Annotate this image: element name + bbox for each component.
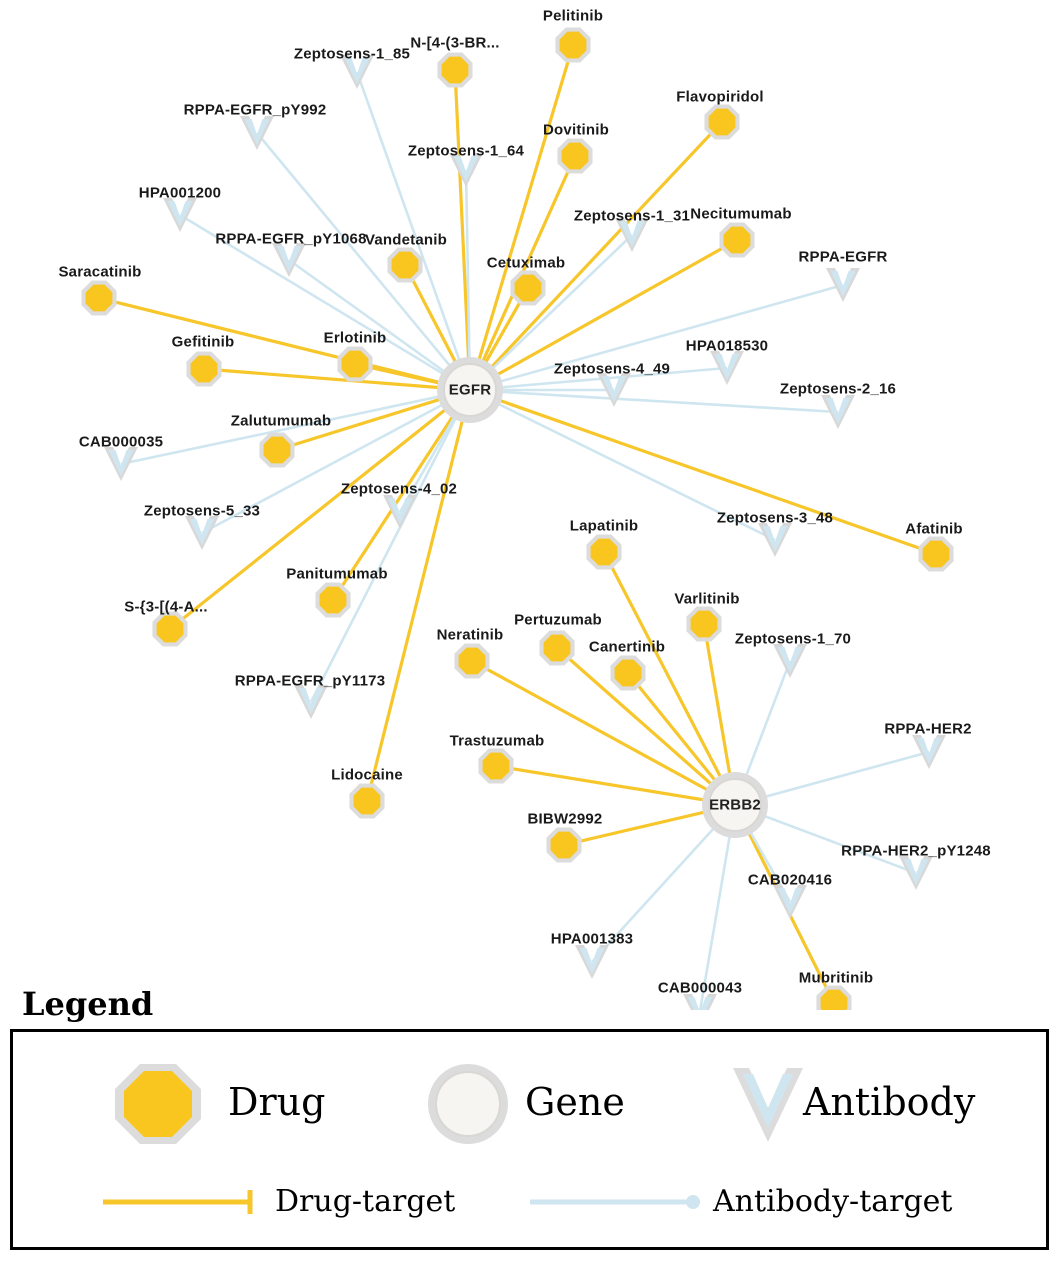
drug-node-label: Pertuzumab (514, 611, 602, 629)
drug-target-edge (470, 390, 936, 554)
drug-node-label: Erlotinib (323, 329, 387, 347)
drug-node-label: Neratinib (436, 626, 504, 644)
drug-node[interactable] (264, 437, 291, 464)
drug-node-label: N-[4-(3-BR... (410, 34, 500, 52)
drug-node-label: S-{3-[(4-A... (124, 598, 208, 616)
drug-node-label: Pelitinib (542, 7, 604, 25)
antibody-node-label: RPPA-EGFR (798, 248, 888, 266)
drug-node[interactable] (191, 356, 218, 383)
drug-node-label: Canertinib (588, 638, 666, 656)
gene-node-label: EGFR (448, 381, 492, 399)
antibody-node-label: RPPA-EGFR_pY992 (183, 101, 327, 119)
legend-box (10, 1029, 1049, 1250)
drug-node[interactable] (551, 832, 578, 859)
drug-node[interactable] (392, 252, 419, 279)
legend-antibody-target-edge-icon (525, 1182, 705, 1222)
drug-node-label: BIBW2992 (527, 810, 603, 828)
antibody-node-label: RPPA-EGFR_pY1068 (215, 230, 367, 248)
gene-node-label: ERBB2 (709, 796, 761, 814)
drug-node-label: Lidocaine (331, 766, 403, 784)
drug-node[interactable] (560, 32, 587, 59)
drug-node-label: Saracatinib (58, 263, 142, 281)
drug-node[interactable] (483, 753, 510, 780)
antibody-node-label: RPPA-EGFR_pY1173 (234, 672, 386, 690)
antibody-node-label: Zeptosens-1_64 (407, 142, 525, 160)
drug-node-label: Zalutumumab (230, 412, 332, 430)
drug-node[interactable] (157, 616, 184, 643)
drug-node-label: Panitumumab (286, 565, 388, 583)
legend-drug-target-edge-icon (98, 1182, 268, 1222)
antibody-node-label: Zeptosens-4_02 (340, 480, 458, 498)
drug-node[interactable] (544, 635, 571, 662)
drug-node-label: Trastuzumab (449, 732, 545, 750)
antibody-target-edge (311, 390, 470, 702)
drug-node[interactable] (724, 227, 751, 254)
drug-node-label: Dovitinib (543, 121, 609, 139)
legend-antibody-label: Antibody (803, 1080, 976, 1124)
antibody-node-label: Zeptosens-4_49 (553, 360, 671, 378)
drug-node[interactable] (615, 660, 642, 687)
antibody-node-label: Zeptosens-3_48 (716, 509, 834, 527)
legend-gene-icon (413, 1054, 523, 1154)
legend-title: Legend (22, 985, 154, 1023)
legend-antibody-target-label: Antibody-target (713, 1184, 953, 1219)
legend-drug-label: Drug (228, 1080, 326, 1124)
legend-drug-target-label: Drug-target (275, 1184, 456, 1219)
drug-node-label: Mubritinib (798, 969, 874, 987)
antibody-node-label: Zeptosens-1_31 (573, 207, 691, 225)
drug-node-label: Vandetanib (364, 231, 448, 249)
drug-node-label: Varlitinib (674, 590, 740, 608)
drug-node[interactable] (691, 611, 718, 638)
antibody-node-label: HPA018530 (685, 337, 769, 355)
drug-node[interactable] (515, 275, 542, 302)
antibody-node-label: RPPA-HER2 (884, 720, 972, 738)
drug-node-label: Gefitinib (171, 333, 235, 351)
antibody-node-label: CAB000035 (78, 433, 164, 451)
antibody-node-label: RPPA-HER2_pY1248 (841, 842, 991, 860)
drug-node[interactable] (354, 788, 381, 815)
drug-node[interactable] (442, 57, 469, 84)
drug-node[interactable] (709, 109, 736, 136)
drug-node[interactable] (86, 285, 113, 312)
drug-target-edge (470, 45, 573, 390)
drug-node-label: Lapatinib (569, 517, 639, 535)
antibody-node-label: HPA001200 (138, 184, 222, 202)
antibody-node-label: HPA001383 (550, 930, 634, 948)
drug-node-label: Necitumumab (690, 205, 792, 223)
antibody-node-label: Zeptosens-1_85 (293, 45, 411, 63)
legend (0, 985, 1059, 1250)
edges-layer (99, 45, 936, 1010)
drug-node-label: Cetuximab (486, 254, 566, 272)
drug-node[interactable] (591, 539, 618, 566)
drug-node[interactable] (923, 541, 950, 568)
legend-drug-icon (103, 1054, 223, 1154)
drug-node-label: Flavopiridol (676, 88, 764, 106)
drug-node[interactable] (562, 143, 589, 170)
drug-node-label: Afatinib (905, 520, 963, 538)
legend-gene-label: Gene (525, 1080, 625, 1124)
antibody-node-label: CAB020416 (747, 871, 833, 889)
drug-node[interactable] (459, 648, 486, 675)
antibody-node-label: Zeptosens-5_33 (143, 502, 261, 520)
antibody-node-label: Zeptosens-1_70 (734, 630, 852, 648)
drug-node[interactable] (342, 351, 369, 378)
antibody-node-label: CAB000043 (657, 979, 743, 997)
antibody-node-label: Zeptosens-2_16 (779, 380, 897, 398)
drug-node[interactable] (320, 587, 347, 614)
